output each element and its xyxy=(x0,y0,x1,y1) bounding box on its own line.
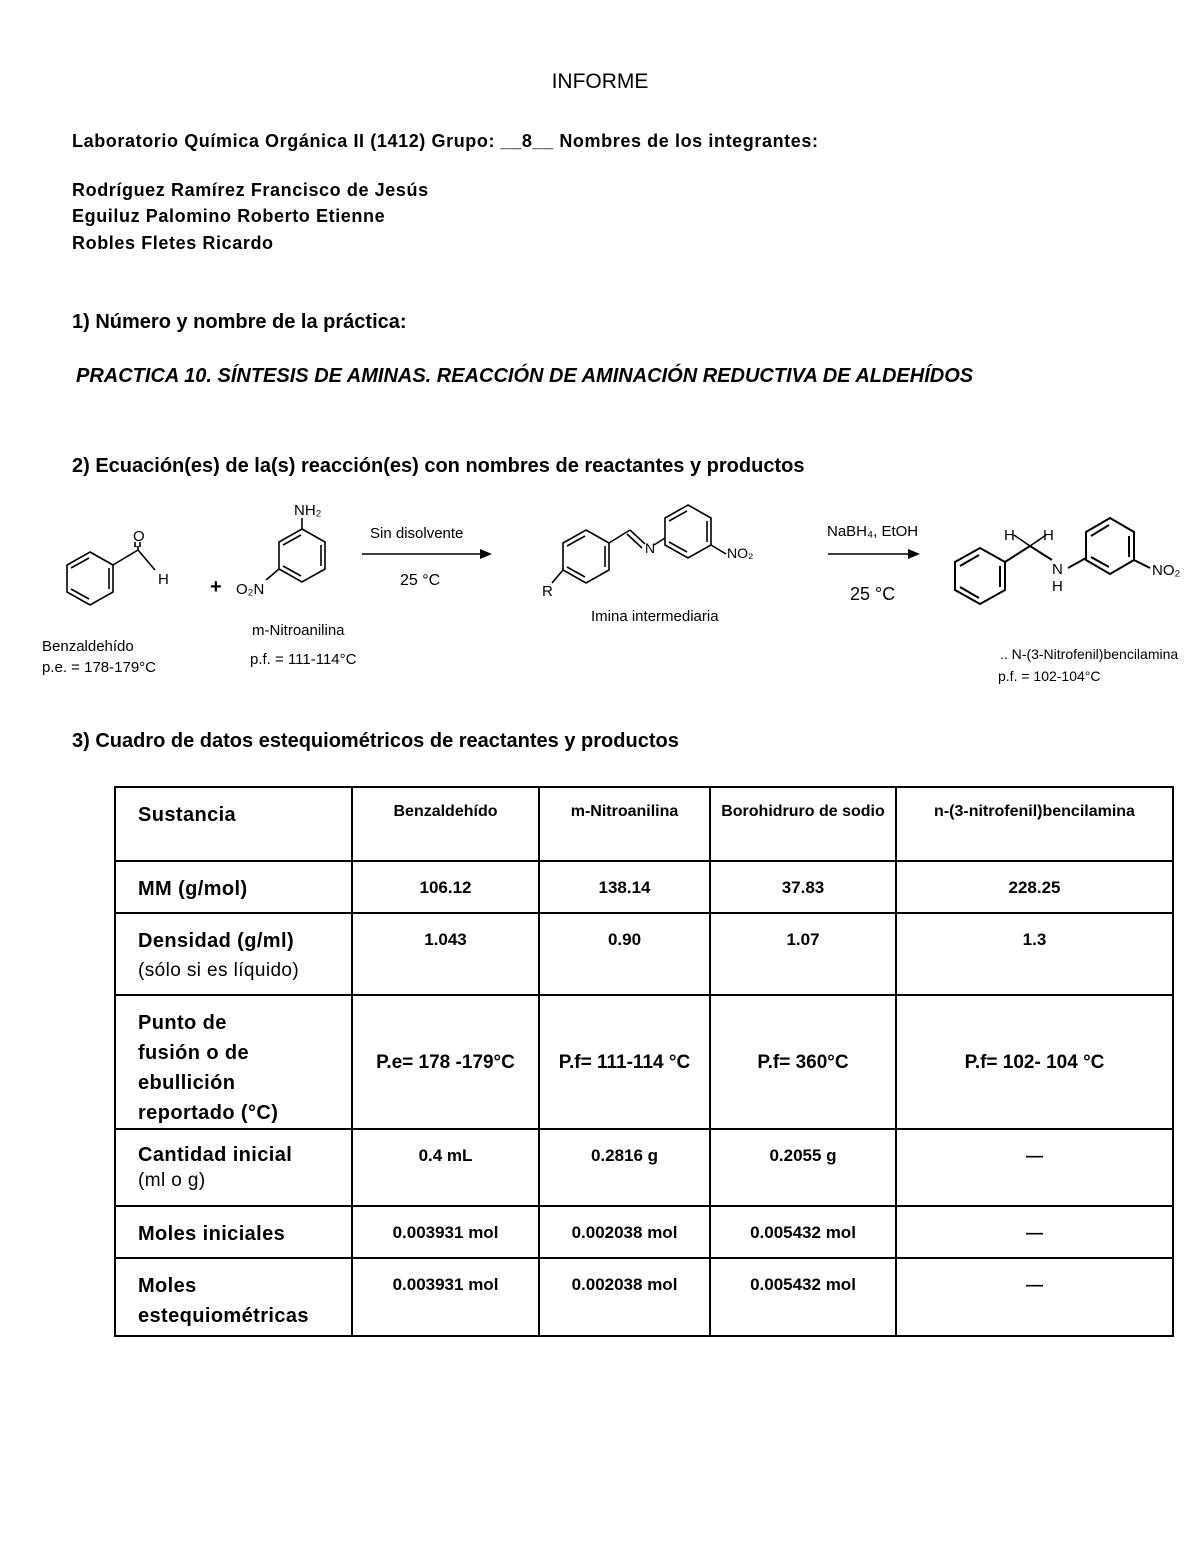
section-1-heading: 1) Número y nombre de la práctica: xyxy=(72,311,407,333)
reactant2-name: m-Nitroanilina xyxy=(252,622,345,639)
table-cell: 0.005432 mol xyxy=(750,1223,856,1242)
table-cell: 228.25 xyxy=(1008,878,1061,897)
section-2-heading: 2) Ecuación(es) de la(s) reacción(es) con nombres de reactantes y productos xyxy=(72,455,805,477)
table-cell: P.e= 178 -179°C xyxy=(376,1051,515,1073)
row-label: MM (g/mol) xyxy=(138,878,248,900)
table-cell: 1.3 xyxy=(1022,930,1047,949)
column-header: m-Nitroanilina xyxy=(570,803,679,820)
arrowhead-1 xyxy=(480,549,492,559)
table-cell: 0.003931 mol xyxy=(392,1275,499,1294)
table-cell: P.f= 360°C xyxy=(757,1051,849,1073)
atom-label: H xyxy=(158,571,169,588)
table-cell: 138.14 xyxy=(598,878,651,897)
step2-conditions: NaBH₄, EtOH xyxy=(827,523,919,540)
step1-temperature: 25 °C xyxy=(400,572,441,589)
reaction-scheme xyxy=(0,490,1200,700)
atom-label: NH₂ xyxy=(294,502,322,519)
atom-label: R xyxy=(542,583,553,600)
atom-label: NO₂ xyxy=(727,545,754,561)
table-cell: P.f= 111-114 °C xyxy=(558,1051,691,1073)
table-cell: 1.07 xyxy=(786,930,820,949)
header-cell xyxy=(539,787,710,861)
member-name: Eguiluz Palomino Roberto Etienne xyxy=(72,206,386,226)
step1-conditions: Sin disolvente xyxy=(370,525,464,542)
atom-label: NO₂ xyxy=(1152,562,1181,579)
atom-label: H xyxy=(1043,527,1054,544)
table-cell: — xyxy=(1026,1275,1043,1294)
table-row xyxy=(115,1129,1173,1206)
column-header: Borohidruro de sodio xyxy=(721,803,885,820)
product-name: .. N-(3-Nitrofenil)bencilamina xyxy=(1000,646,1179,662)
table-cell: — xyxy=(1026,1146,1043,1165)
table-cell: 0.90 xyxy=(607,930,642,949)
product-property: p.f. = 102-104°C xyxy=(998,668,1101,684)
row-label: Punto de fusión o de ebullición reportado (°C) xyxy=(138,1012,279,1124)
row-sublabel: (sólo si es líquido) xyxy=(138,960,300,981)
member-name: Robles Fletes Ricardo xyxy=(72,233,274,253)
intermediate-name: Imina intermediaria xyxy=(591,608,719,625)
row-label-group xyxy=(116,1130,351,1194)
row-label: Moles estequiométricas xyxy=(138,1275,309,1327)
table-cell: 106.12 xyxy=(419,878,472,897)
table-cell: — xyxy=(1026,1223,1043,1242)
table-cell: P.f= 102- 104 °C xyxy=(964,1051,1105,1073)
atom-label: N xyxy=(1052,561,1063,578)
document-title: INFORME xyxy=(551,70,649,93)
step2-temperature: 25 °C xyxy=(850,584,896,604)
table-cell: 0.2055 g xyxy=(769,1146,837,1165)
table-cell: 37.83 xyxy=(781,878,825,897)
table-row xyxy=(115,913,1173,995)
lab-info-line: Laboratorio Química Orgánica II (1412) Grupo: __8__ Nombres de los integrantes: xyxy=(72,131,819,151)
row-label: Moles iniciales xyxy=(138,1223,286,1245)
atom-label: N xyxy=(645,540,656,556)
reactant1-name: Benzaldehído xyxy=(42,638,134,655)
table-row xyxy=(115,1206,1173,1258)
atom-label: O₂N xyxy=(236,581,265,598)
column-header: Benzaldehído xyxy=(393,803,498,820)
header-label: Sustancia xyxy=(138,804,237,826)
table-cell: 0.005432 mol xyxy=(750,1275,856,1294)
structure-lines xyxy=(67,505,1150,605)
row-label: Cantidad inicial xyxy=(138,1144,293,1166)
table-cell: 0.2816 g xyxy=(590,1146,659,1165)
table-cell: 0.003931 mol xyxy=(392,1223,499,1242)
row-label: Densidad (g/ml) xyxy=(138,930,295,952)
atom-label: O xyxy=(133,528,145,545)
practice-title: PRACTICA 10. SÍNTESIS DE AMINAS. REACCIÓN DE AMINACIÓN REDUCTIVA DE ALDEHÍDOS xyxy=(76,365,974,387)
table-cell: 1.043 xyxy=(424,930,467,949)
table-row xyxy=(115,995,1173,1129)
atom-label: H xyxy=(1052,578,1063,595)
reactant1-property: p.e. = 178-179°C xyxy=(42,659,156,676)
row-label-group xyxy=(116,914,351,986)
table-cell: 0.4 mL xyxy=(418,1146,473,1165)
header-cell xyxy=(352,787,539,861)
table-row xyxy=(115,1258,1173,1336)
header-cell xyxy=(896,787,1173,861)
header-cell xyxy=(710,787,896,861)
atom-label: H xyxy=(1004,527,1015,544)
table-cell: 0.002038 mol xyxy=(571,1223,678,1242)
column-header: n-(3-nitrofenil)bencilamina xyxy=(934,803,1135,820)
reactant2-property: p.f. = 111-114°C xyxy=(250,651,357,668)
arrowhead-2 xyxy=(908,549,920,559)
header-cell xyxy=(115,787,352,861)
stoichiometry-table xyxy=(114,786,1174,1337)
plus-sign: + xyxy=(210,576,222,598)
table-row xyxy=(115,861,1173,913)
row-sublabel: (ml o g) xyxy=(138,1170,206,1191)
section-3-heading: 3) Cuadro de datos estequiométricos de reactantes y productos xyxy=(72,730,679,752)
table-cell: 0.002038 mol xyxy=(571,1275,678,1294)
table-header-row xyxy=(115,787,1173,861)
member-name: Rodríguez Ramírez Francisco de Jesús xyxy=(72,180,429,200)
